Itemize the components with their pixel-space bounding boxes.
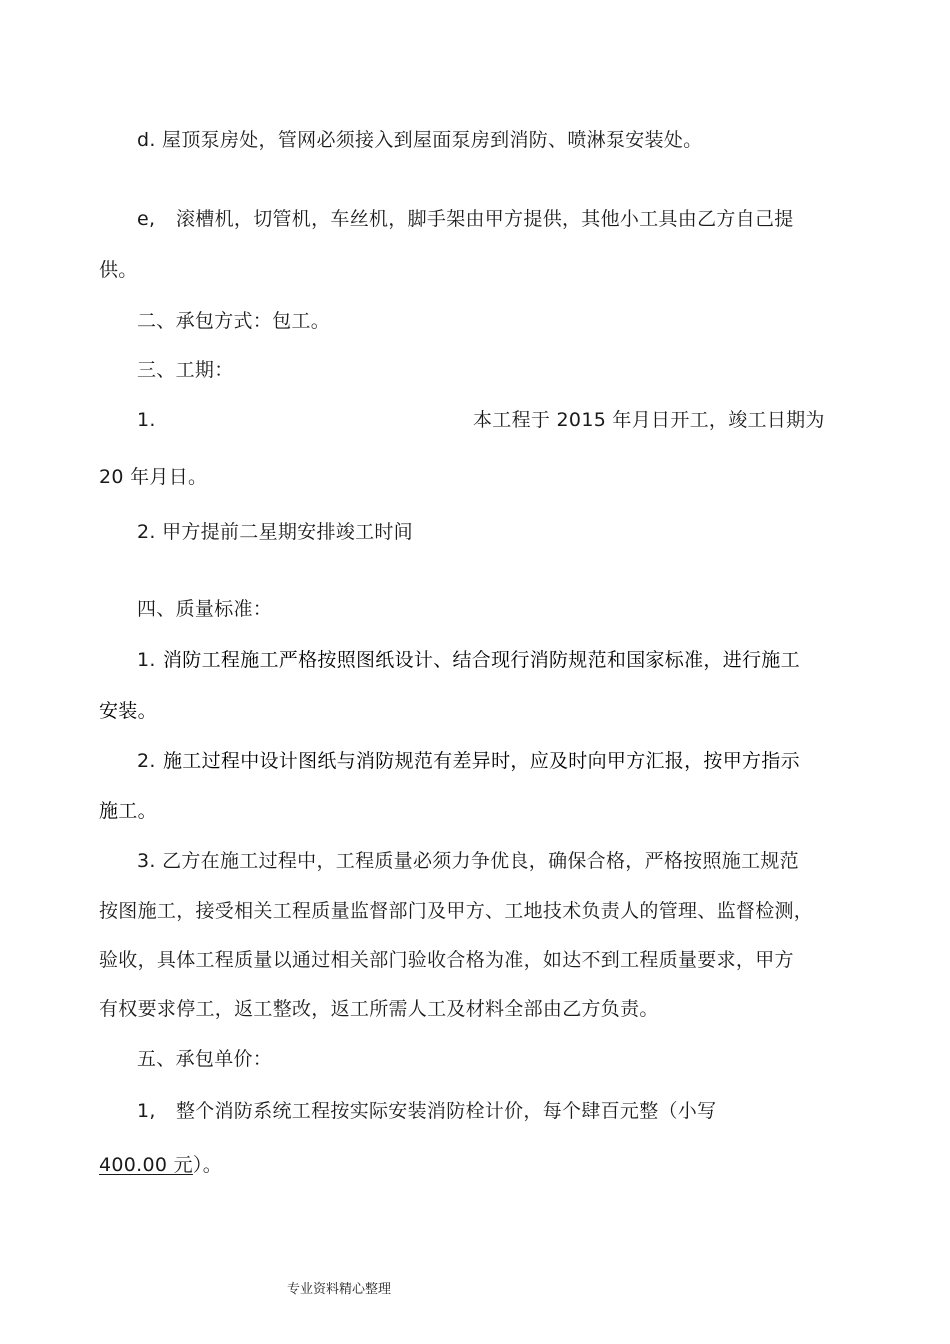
section-4-item1-line1: 消防工程施工严格按照图纸设计、结合现行消防规范和国家标准，进行施工 [163, 649, 800, 671]
section-4-item3-line3: 验收，具体工程质量以通过相关部门验收合格为准，如达不到工程质量要求，甲方 [99, 949, 794, 971]
section-3-item1-text: 本工程于 2015 年月日开工，竣工日期为 [473, 409, 825, 431]
section-2-heading: 二、承包方式：包工。 [137, 310, 331, 332]
page-footer: 专业资料精心整理 [287, 1282, 392, 1297]
item-e-text-line2: 供。 [99, 259, 138, 281]
section-3-heading: 三、工期： [137, 359, 234, 381]
section-4-item2-line2: 施工。 [99, 800, 157, 822]
section-4-item3-line1: 3. 乙方在施工过程中，工程质量必须力争优良，确保合格，严格按照施工规范 [137, 850, 799, 872]
section-4-item1-number: 1. [137, 649, 156, 671]
section-5-item1-amount-line [99, 1153, 222, 1177]
section-5-item1-close: ）。 [192, 1154, 223, 1176]
item-d: d. 屋顶泵房处，管网必须接入到屋面泵房到消防、喷淋泵安装处。 [137, 129, 703, 151]
section-4-item2-number: 2. [137, 750, 156, 772]
section-5-item1-label: 1, [137, 1100, 156, 1122]
section-3-item1-number: 1. [137, 409, 156, 431]
section-4-heading: 四、质量标准： [137, 598, 273, 620]
section-4-item3-line2: 按图施工，接受相关工程质量监督部门及甲方、工地技术负责人的管理、监督检测， [99, 900, 814, 922]
item-e-text-line1: 滚槽机，切管机，车丝机，脚手架由甲方提供，其他小工具由乙方自己提 [176, 208, 794, 230]
section-3-item2: 2. 甲方提前二星期安排竣工时间 [137, 521, 413, 543]
section-3-item1-text2: 20 年月日。 [99, 466, 208, 488]
section-4-item2-line1: 施工过程中设计图纸与消防规范有差异时，应及时向甲方汇报，按甲方指示 [163, 750, 800, 772]
section-4-item3-line4: 有权要求停工，返工整改，返工所需人工及材料全部由乙方负责。 [99, 998, 659, 1020]
item-e-label: e, [137, 208, 156, 230]
section-5-item1-amount: 400.00 元 [99, 1154, 193, 1176]
section-5-item1-line1: 整个消防系统工程按实际安装消防栓计价，每个肆百元整（小写 [176, 1100, 717, 1122]
section-4-item1-line2: 安装。 [99, 700, 157, 722]
section-5-heading: 五、承包单价： [137, 1048, 273, 1070]
